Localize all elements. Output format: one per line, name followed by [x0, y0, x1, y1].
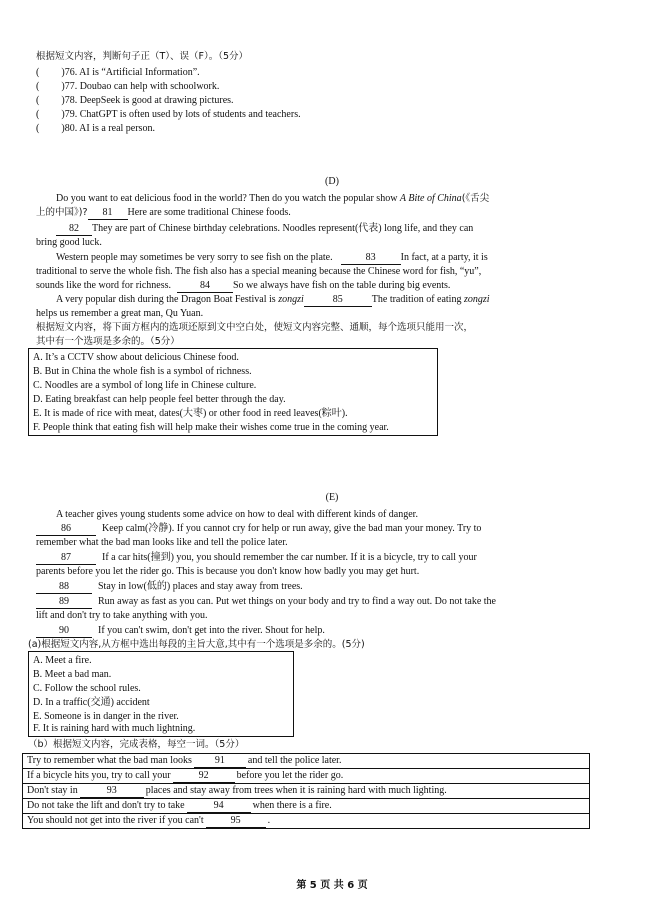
table-row — [23, 784, 590, 799]
blank-95: 95 — [206, 814, 266, 828]
blank-84: 84 — [177, 279, 233, 293]
d-paragraph-2: 82 They are part of Chinese birthday celebrations. Noodles represent(代表) long life, and they can — [56, 222, 473, 236]
d-option-b: B. But in China the whole fish is a symbol of richness. — [33, 366, 252, 377]
d-options-box — [28, 348, 438, 436]
e-instructions-b: （b）根据短文内容，完成表格，每空一词。（5分） — [28, 739, 245, 750]
blank-93: 93 — [80, 784, 144, 798]
d-paragraph-3-end: sounds like the word for richness. 84 So we always have fish on the table during big events. — [36, 280, 451, 291]
section-e-title: (E) — [325, 492, 339, 503]
e-paragraph-87-cont: parents before you let the rider go. This is because you don't know how badly you may get hurt. — [36, 566, 420, 577]
e-option-f: F. It is raining hard with much lightning. — [33, 723, 196, 734]
blank-85: 85 — [304, 293, 372, 307]
d-instructions-1: 根据短文内容，将下面方框内的选项还原到文中空白处，使短文内容完整、通顺，每个选项只能用一次， — [36, 322, 474, 333]
table-cell: Try to remember what the bad man looks 91 and tell the police later. — [23, 754, 590, 769]
d-paragraph-1-cont: 上的中国》)? 81 Here are some traditional Chinese foods. — [36, 207, 291, 218]
e-instructions-a: (a)根据短文内容,从方框中选出每段的主旨大意,其中有一个选项是多余的。(5分) — [28, 639, 365, 650]
table-row — [23, 814, 590, 829]
e-paragraph-87: 87 If a car hits(撞到) you, you should remember the car number. If it is a bicycle, try to call your — [36, 551, 477, 565]
d-paragraph-3: Western people may sometimes be very sorry to see fish on the plate. 83 In fact, at a party, it is — [56, 252, 488, 263]
e-option-d: D. In a traffic(交通) accident — [33, 697, 150, 708]
e-options-box — [28, 651, 294, 737]
section-d-title: (D) — [325, 176, 339, 187]
blank-81: 81 — [88, 206, 128, 220]
d-option-e: E. It is made of rice with meat, dates(大枣) or other food in reed leaves(粽叶). — [33, 408, 348, 419]
c-item-78: ( )78. DeepSeek is good at drawing pictures. — [36, 95, 234, 106]
c-item-77: ( )77. Doubao can help with schoolwork. — [36, 81, 220, 92]
blank-86: 86 — [36, 522, 96, 536]
e-paragraph-89: 89 Run away as fast as you can. Put wet things on your body and try to find a way out. Do not take the — [36, 595, 496, 609]
d-paragraph-2-cont: bring good luck. — [36, 237, 102, 248]
e-paragraph-88: 88 Stay in low(低的) places and stay away from trees. — [36, 580, 303, 594]
blank-92: 92 — [173, 769, 235, 783]
table-row — [23, 799, 590, 814]
d-option-a: A. It’s a CCTV show about delicious Chinese food. — [33, 352, 239, 363]
blank-88: 88 — [36, 580, 92, 594]
e-option-e: E. Someone is in danger in the river. — [33, 711, 179, 722]
blank-82: 82 — [56, 222, 92, 236]
c-item-79: ( )79. ChatGPT is often used by lots of students and teachers. — [36, 109, 301, 120]
e-option-c: C. Follow the school rules. — [33, 683, 141, 694]
e-option-b: B. Meet a bad man. — [33, 669, 112, 680]
e-paragraph-86-cont: remember what the bad man looks like and tell the police later. — [36, 537, 288, 548]
table-row — [23, 754, 590, 769]
d-option-c: C. Noodles are a symbol of long life in Chinese culture. — [33, 380, 257, 391]
blank-83: 83 — [341, 251, 401, 265]
e-intro: A teacher gives young students some advice on how to deal with different kinds of danger. — [56, 509, 418, 520]
c-item-80: ( )80. AI is a real person. — [36, 123, 155, 134]
e-paragraph-86: 86 Keep calm(冷静). If you cannot cry for help or run away, give the bad man your money. Try to — [36, 522, 481, 536]
table-cell: You should not get into the river if you can't 95 . — [23, 814, 590, 829]
table-row — [23, 769, 590, 784]
c-instructions: 根据短文内容，判断句子正（T）、误（F）。（5分） — [36, 51, 249, 62]
blank-91: 91 — [194, 754, 246, 768]
d-option-d: D. Eating breakfast can help people feel better through the day. — [33, 394, 286, 405]
blank-87: 87 — [36, 551, 96, 565]
d-paragraph-4-cont: helps us remember a great man, Qu Yuan. — [36, 308, 204, 319]
d-paragraph-1: Do you want to eat delicious food in the world? Then do you watch the popular show A Bite of China(《舌尖 — [56, 193, 490, 204]
d-paragraph-4: A very popular dish during the Dragon Boat Festival is zongzi 85 The tradition of eating zongzi — [56, 294, 490, 305]
e-summary-table — [22, 753, 590, 829]
c-item-76: ( )76. AI is “Artificial Information”. — [36, 67, 200, 78]
e-paragraph-89-cont: lift and don't try to take anything with you. — [36, 610, 208, 621]
blank-89: 89 — [36, 595, 92, 609]
blank-94: 94 — [187, 799, 251, 813]
d-paragraph-3-cont: traditional to serve the whole fish. The fish also has a special meaning because the Chinese word for fish, “yu”, — [36, 266, 482, 277]
table-cell: If a bicycle hits you, try to call your 92 before you let the rider go. — [23, 769, 590, 784]
d-option-f: F. People think that eating fish will help make their wishes come true in the coming year. — [33, 422, 389, 433]
e-option-a: A. Meet a fire. — [33, 655, 92, 666]
d-instructions-2: 其中有一个选项是多余的。（5分） — [36, 336, 180, 347]
e-paragraph-90: 90 If you can't swim, don't get into the river. Shout for help. — [36, 624, 325, 638]
blank-90: 90 — [36, 624, 92, 638]
table-cell: Do not take the lift and don't try to take 94 when there is a fire. — [23, 799, 590, 814]
table-cell: Don't stay in 93 places and stay away from trees when it is raining hard with much lighting. — [23, 784, 590, 799]
page-footer: 第 5 页 共 6 页 — [296, 880, 368, 891]
